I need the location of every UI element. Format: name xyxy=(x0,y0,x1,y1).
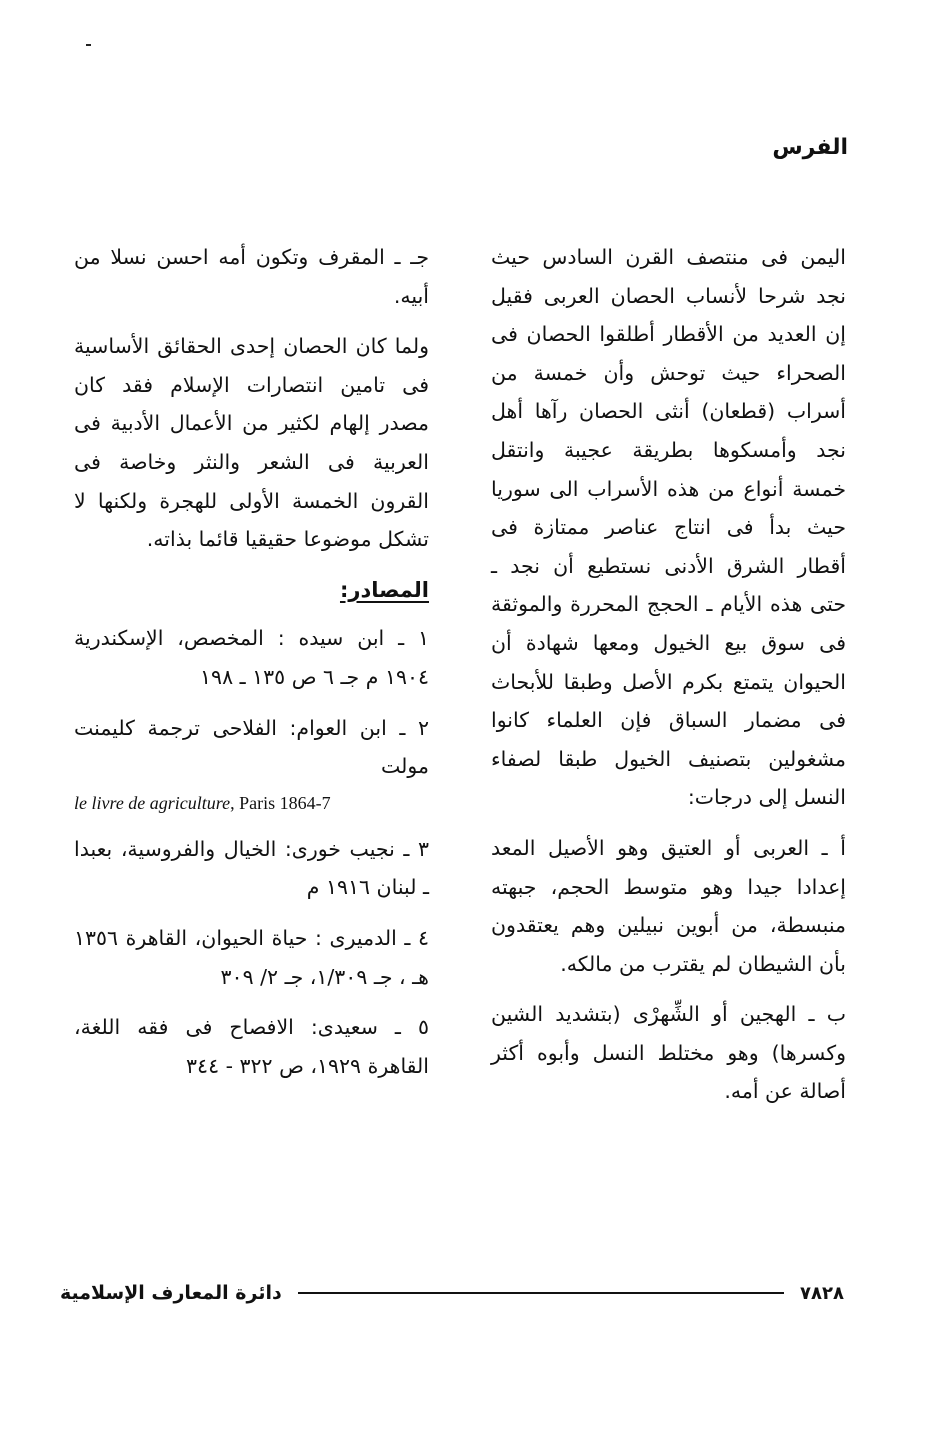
paragraph: اليمن فى منتصف القرن السادس حيث نجد شرحا لأنساب الحصان العربى فقيل إن العديد من الأقطار أطلقوا الحصان فى الصحراء حيث توحش وأن خمسة من أسراب (قطعان) أنثى الحصان رآها أهل نجد وأمسكوها بطريقة عجيبة وانتقل خمسة أنواع من هذه الأسراب الى سوريا حيث بدأ فى انتاج عناصر ممتازة فى أقطار الشرق الأدنى نستطيع أن نجد ـ حتى هذه الأيام ـ الحجج المحررة والموثقة فى سوق بيع الخيول ومعها شهادة أن الحيوان يتمتع بكرم الأصل وطبقا للأبحاث فى مضمار السباق فإن العلماء كانوا مشغولين بتصنيف الخيول طبقا لصفاء النسل إلى درجات: xyxy=(491,245,846,810)
page-footer xyxy=(60,1276,844,1310)
source-entry: ١ ـ ابن سيده : المخصص، الإسكندرية ١٩٠٤ م جـ ٦ ص ١٣٥ ـ ١٩٨ xyxy=(74,626,429,689)
latin-citation-title: le livre de agriculture xyxy=(74,792,231,813)
right-column xyxy=(491,238,846,1123)
source-entry: ٥ ـ سعيدى: الافصاح فى فقه اللغة، القاهرة ١٩٢٩، ص ٣٢٢ - ٣٤٤ xyxy=(74,1015,429,1078)
latin-citation xyxy=(74,788,429,818)
paragraph-item-b: ب ـ الهجين أو الشِّهرْى (بتشديد الشين وكسرها) وهو مختلط النسل وأبوه أكثر أصالة عن أمه. xyxy=(491,1002,846,1104)
left-column xyxy=(74,238,429,1097)
source-entry: ٣ ـ نجيب خورى: الخيال والفروسية، بعبدا ـ لبنان ١٩١٦ م xyxy=(74,836,429,900)
scan-speck xyxy=(86,44,91,46)
source-entry: ٢ ـ ابن العوام: الفلاحى ترجمة كليمنت مولت xyxy=(74,715,429,779)
paragraph: ولما كان الحصان إحدى الحقائق الأساسية فى تامين انتصارات الإسلام فقد كان مصدر إلهام لكثير من الأعمال الأدبية فى العربية فى الشعر والنثر وخاصة فى القرون الخمسة الأولى للهجرة ولكنها لا تشكل موضوعا حقيقيا قائما بذاته. xyxy=(74,334,429,552)
latin-citation-place: , Paris 1864-7 xyxy=(230,792,331,813)
paragraph-item-c: جـ ـ المقرف وتكون أمه احسن نسلا من أبيه. xyxy=(74,245,429,308)
sources-heading: المصادر: xyxy=(339,577,429,602)
running-header: الفرس xyxy=(772,135,848,160)
paragraph-item-a: أ ـ العربى أو العتيق وهو الأصيل المعد إعدادا جيدا وهو متوسط الحجم، جبهته منبسطة، من أبوين نبيلين وهم يعتقدون بأن الشيطان لم يقترب من مالكه. xyxy=(491,835,846,976)
footer-rule xyxy=(298,1292,784,1294)
source-entry: ٤ ـ الدميرى : حياة الحيوان، القاهرة ١٣٥٦ هـ ، جـ ١/٣٠٩، جـ ٢/ ٣٠٩ xyxy=(74,925,429,989)
page-number: ٧٨٢٨ xyxy=(800,1282,844,1304)
encyclopedia-title: دائرة المعارف الإسلامية xyxy=(60,1282,282,1304)
